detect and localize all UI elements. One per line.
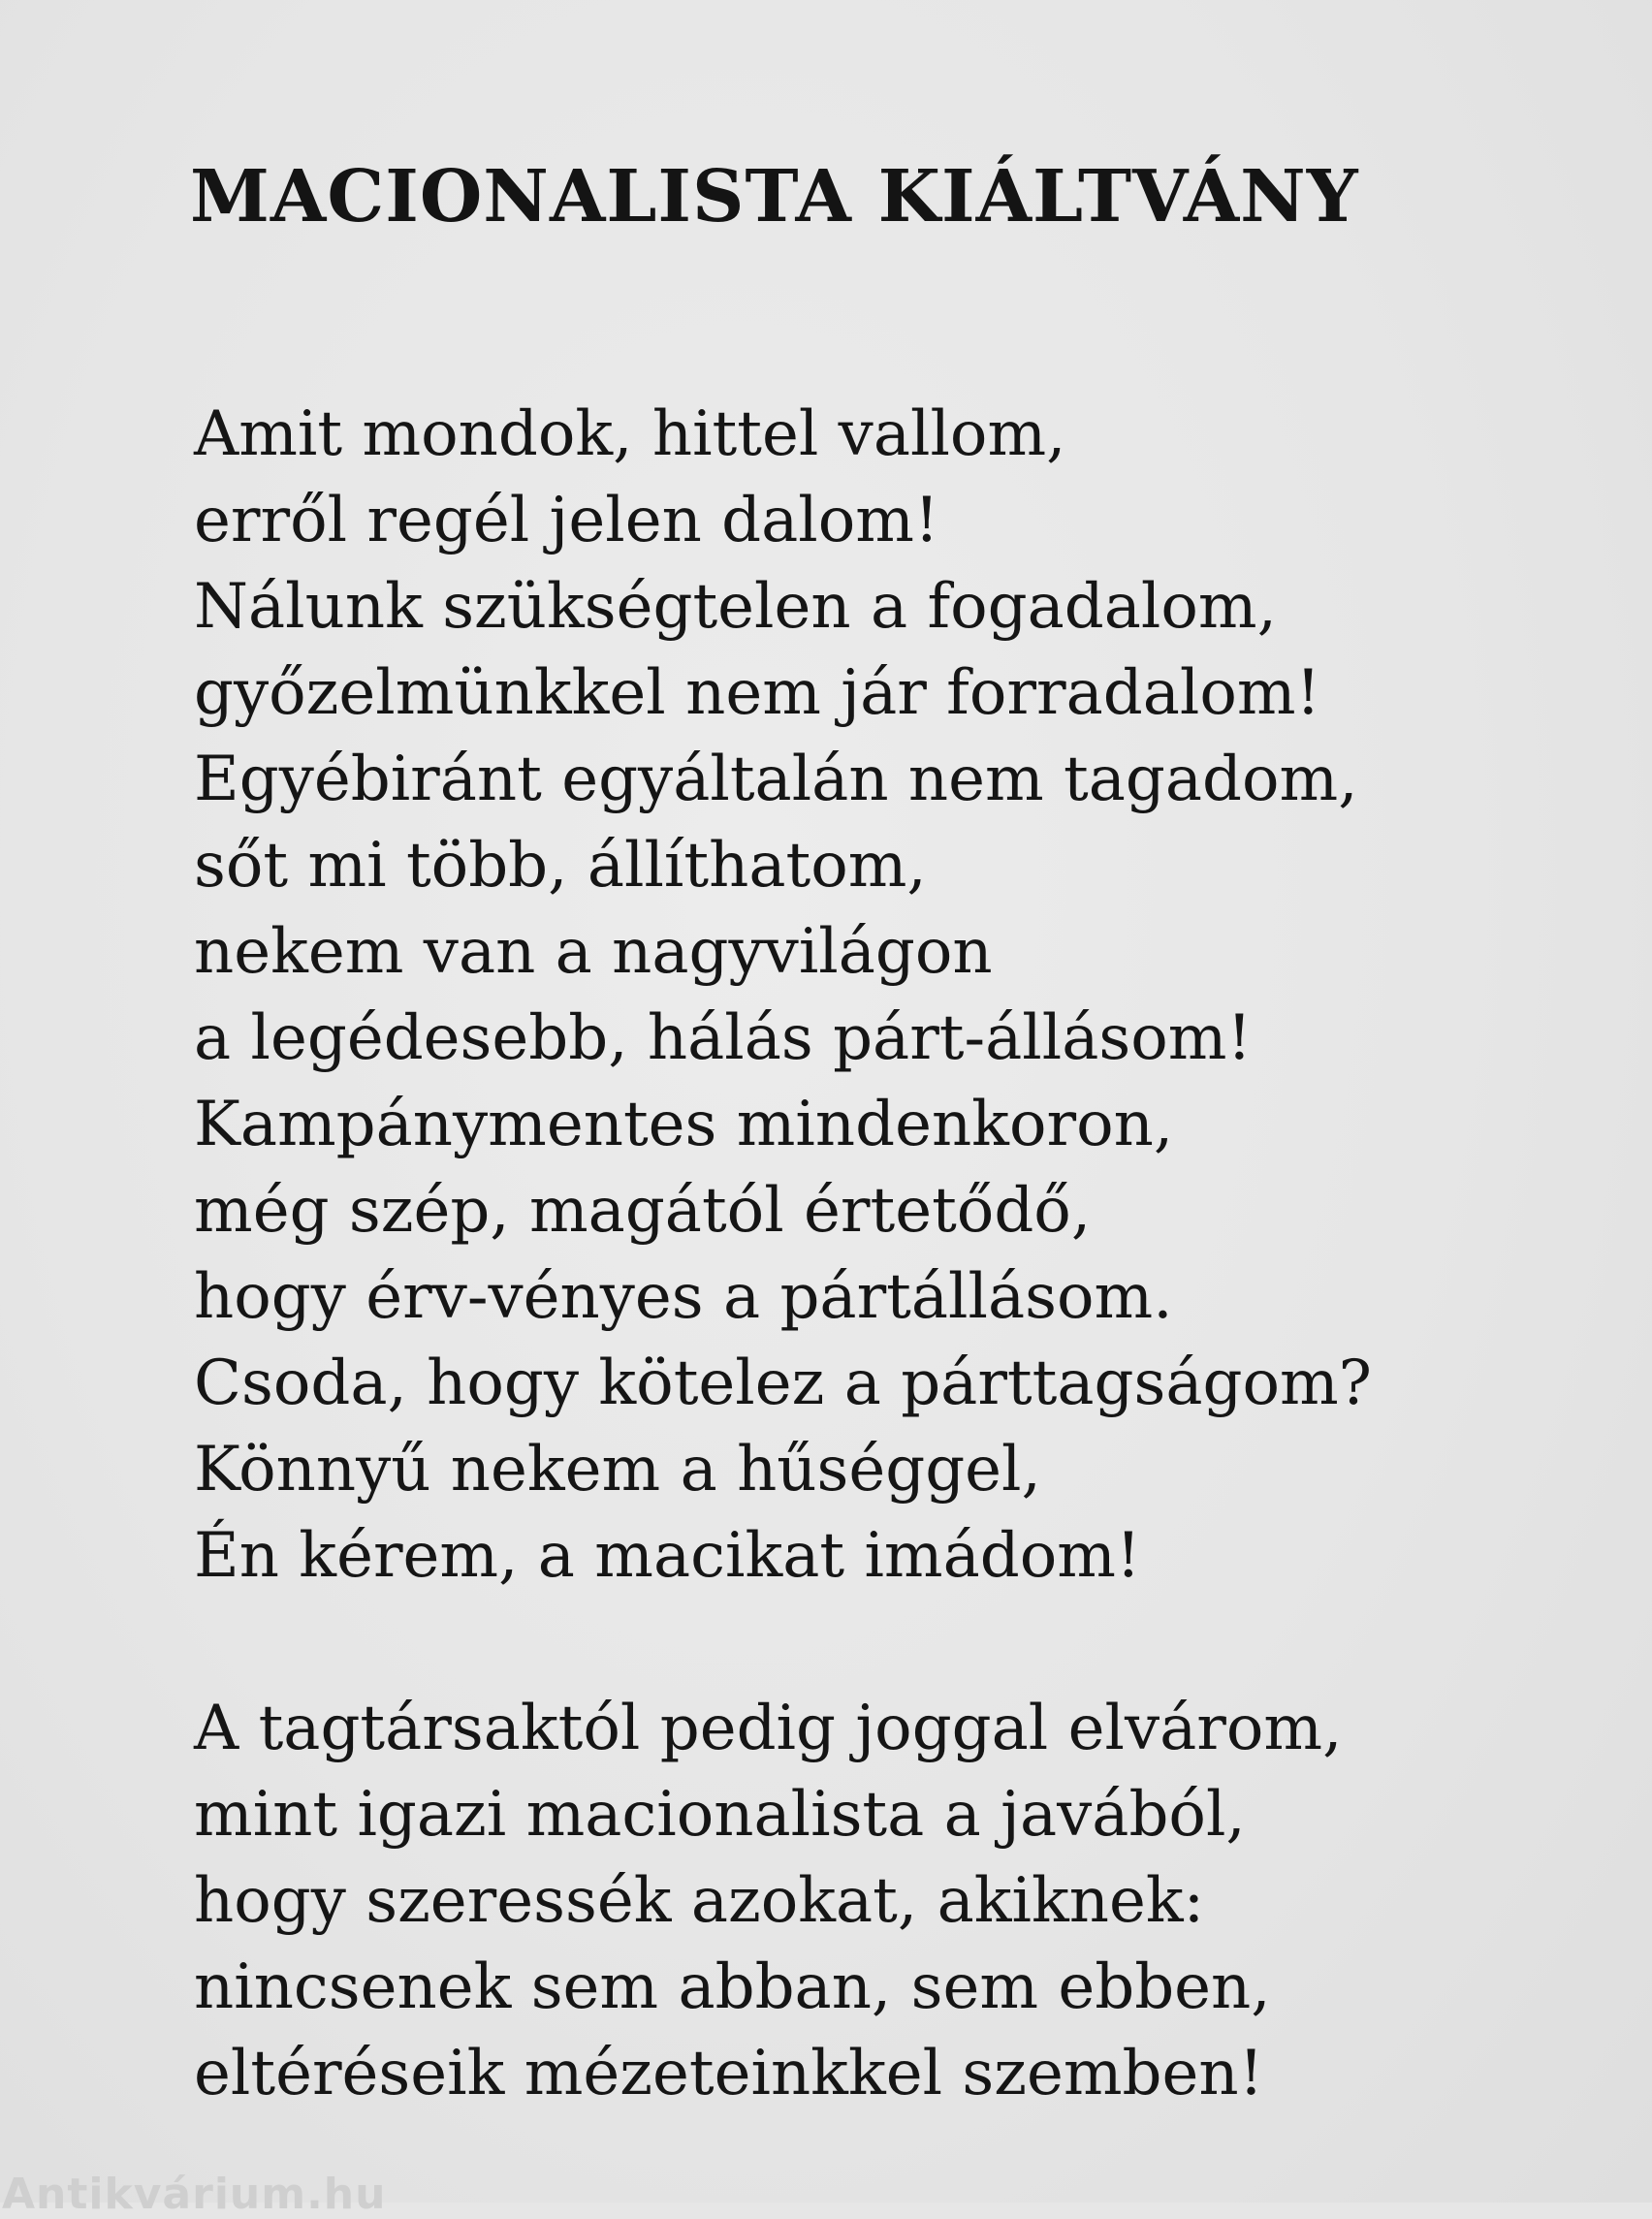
poem-line: Könnyű nekem a hűséggel,	[194, 1434, 1041, 1506]
poem-line: Én kérem, a macikat imádom!	[194, 1520, 1141, 1592]
poem-line: győzelmünkkel nem jár forradalom!	[194, 657, 1321, 729]
poem-line: Kampánymentes mindenkoron,	[194, 1089, 1174, 1160]
poem-line: Nálunk szükségtelen a fogadalom,	[194, 571, 1277, 643]
poem-line: a legédesebb, hálás párt-állásom!	[194, 1002, 1253, 1074]
stanza-1	[194, 392, 1372, 1600]
poem-line: sőt mi több, állíthatom,	[194, 830, 927, 902]
poem-line: eltéréseik mézeteinkkel szemben!	[194, 2038, 1264, 2109]
poem-line: mint igazi macionalista a javából,	[194, 1779, 1246, 1851]
poem-line: Csoda, hogy kötelez a párttagságom?	[194, 1347, 1372, 1419]
poem-body	[194, 392, 1372, 2117]
poem-line: hogy érv-vényes a pártállásom.	[194, 1261, 1173, 1333]
watermark: Antikvárium.hu	[2, 2170, 387, 2219]
poem-line: hogy szeressék azokat, akiknek:	[194, 1865, 1205, 1937]
poem-line: Amit mondok, hittel vallom,	[194, 398, 1066, 470]
poem-line: A tagtársaktól pedig joggal elvárom,	[194, 1693, 1343, 1764]
stanza-2	[194, 1686, 1372, 2117]
poem-title: MACIONALISTA KIÁLTVÁNY	[190, 155, 1359, 238]
poem-line: Egyébiránt egyáltalán nem tagadom,	[194, 744, 1358, 815]
poem-line: erről regél jelen dalom!	[194, 485, 939, 556]
poem-line: nincsenek sem abban, sem ebben,	[194, 1951, 1271, 2023]
poem-line: még szép, magától értetődő,	[194, 1175, 1092, 1247]
poem-line: nekem van a nagyvilágon	[194, 916, 993, 988]
